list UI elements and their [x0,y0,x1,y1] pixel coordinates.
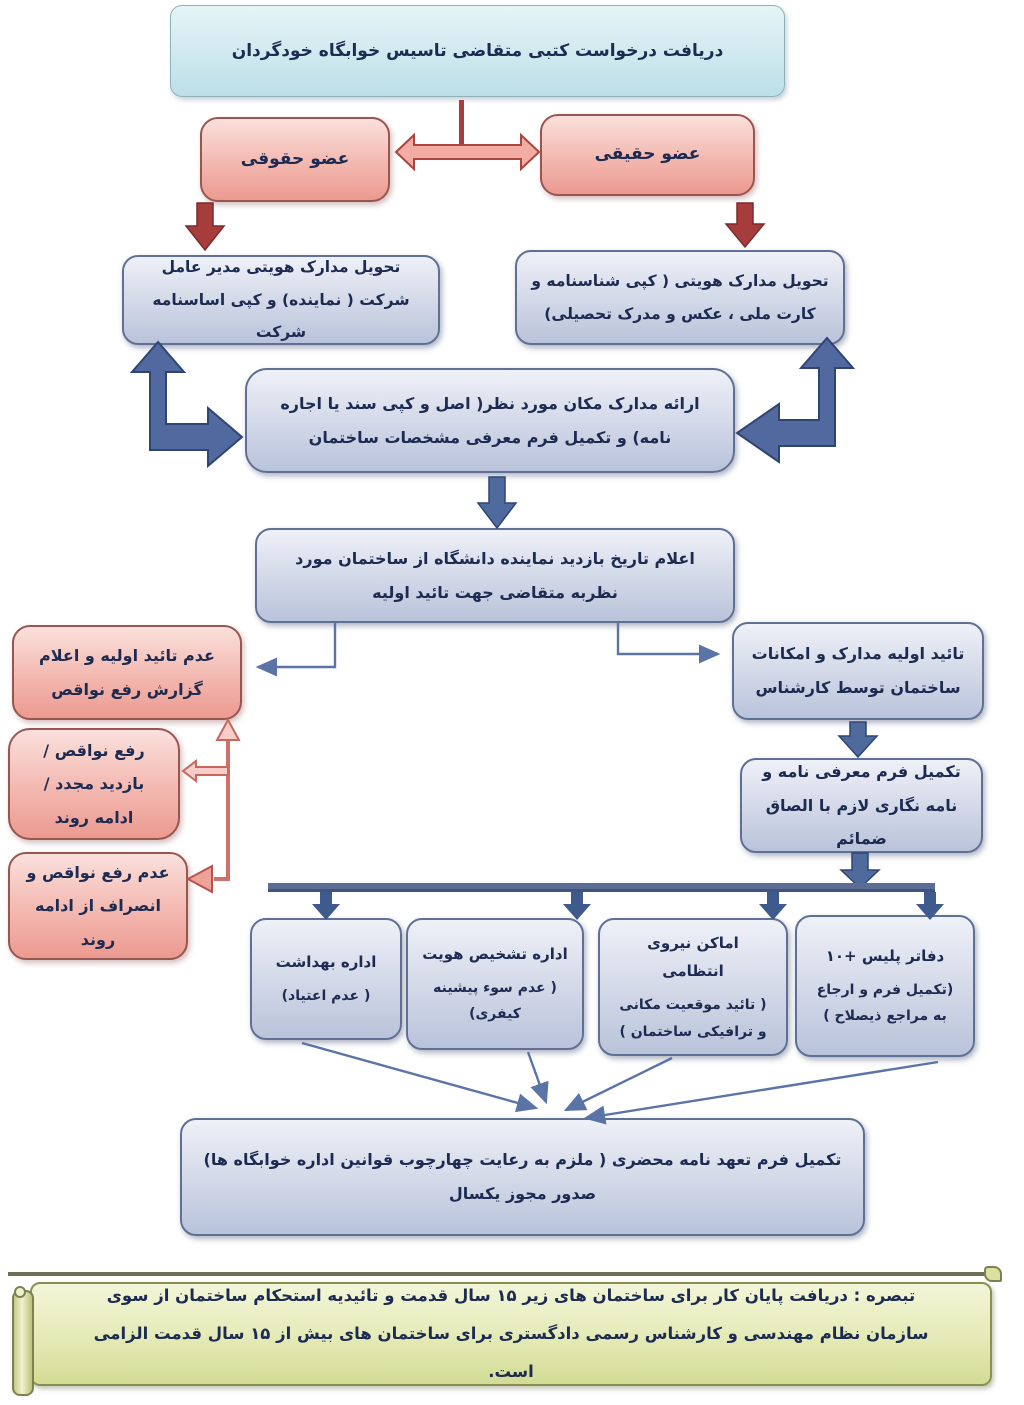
agency-health-sub: ( عدم اعتیاد) [281,987,371,1004]
scroll-left-roll [12,1290,34,1396]
connector-health-to-final [302,1043,536,1108]
node-docs-company: تحویل مدارک هویتی مدیر عامل شرکت ( نماینده) و کپی اساسنامه شرکت [122,255,440,345]
node-docs-individual: تحویل مدارک هویتی ( کپی شناسنامه و کارت ملی ، عکس و مدرک تحصیلی) [515,250,845,345]
node-visit-announcement: اعلام تاریخ بازدید نماینده دانشگاه از ساختمان مورد نظربه متقاضی جهت تائید اولیه [255,528,735,623]
agency-health-title: اداره بهداشت [275,953,377,972]
connector-places-to-final [566,1058,672,1110]
connector-visit-to-approval [618,622,718,654]
arrow-down-visit-icon [478,477,516,528]
node-final-commitment: تکمیل فرم تعهد نامه محضری ( ملزم به رعایت چهارچوب قوانین اداره خوابگاه ها) صدور مجوز یکسال [180,1118,865,1236]
arrow-left-withdraw-icon [188,866,212,892]
node-start: دریافت درخواست کتبی متقاضی تاسیس خوابگاه خودگردان [170,5,785,97]
arrow-down-legal-icon [186,203,224,250]
bent-arrow-left-icon [132,342,242,466]
arrow-down-health-icon [312,892,340,920]
scroll-roll-curl-icon [14,1286,26,1298]
connector-rejection-loop [214,738,228,879]
arrow-left-fix-icon [183,761,228,781]
agency-identity-sub: ( عدم سوء پیشینه کیفری) [433,979,557,1023]
connector-visit-to-rejection [258,622,335,667]
node-agency-health [250,918,402,1040]
arrow-down-identity-icon [563,892,591,920]
arrow-down-letters-icon [839,722,877,757]
agency-identity-title: اداره تشخیص هویت [422,945,568,964]
connector-start-down [459,100,464,146]
note-banner: تبصره : دریافت پایان کار برای ساختمان های زیر ۱۵ سال قدمت و تائیدیه استحکام ساختمان از سوی سازمان نظام مهندسی و کارشناس رسمی دادگستری برای ساختمان های بیش از ۱۵ سال قدمت الزامی است. [30,1282,992,1386]
arrow-down-real-icon [726,203,764,247]
connector-identity-to-final [528,1052,546,1102]
node-agency-places [598,918,788,1056]
node-initial-rejection: عدم تائید اولیه و اعلام گزارش رفع نواقص [12,625,242,720]
distribution-bar-shadow [268,889,935,892]
double-arrow-members [396,135,539,169]
scroll-corner-curl-icon [984,1266,1002,1282]
node-member-legal: عضو حقوقی [200,117,390,202]
node-initial-approval: تائید اولیه مدارک و امکانات ساختمان توسط کارشناس [732,622,984,720]
scroll-top-edge [8,1272,996,1276]
node-member-real: عضو حقیقی [540,114,755,196]
distribution-bar [268,883,935,891]
node-letters-form: تکمیل فرم معرفی نامه و نامه نگاری لازم با الصاق ضمائم [740,758,983,853]
agency-places-title: اماکن نیروی انتظامی [647,933,739,981]
arrow-up-rejection-icon [217,720,239,740]
bent-arrow-right-icon [737,338,853,462]
node-no-fix-withdraw: عدم رفع نواقص و انصراف از ادامه روند [8,852,188,960]
node-agency-identity [406,918,584,1050]
agency-police10-title: دفاتر پلیس +۱۰ [825,947,945,966]
node-agency-police10 [795,915,975,1057]
agency-police10-sub: (تکمیل فرم و ارجاع به مراجع ذیصلاح ) [816,981,954,1025]
node-location-docs: ارائه مدارک مکان مورد نظر( اصل و کپی سند یا اجاره نامه) و تکمیل فرم معرفی مشخصات ساختمان [245,368,735,473]
arrow-down-bar-icon [841,853,879,888]
connector-police10-to-final [586,1062,938,1118]
arrow-down-places-icon [759,892,787,920]
agency-places-sub: ( تائید موقعیت مکانی و ترافیکی ساختمان ) [619,996,767,1040]
node-fix-defects: رفع نواقص / بازدید مجدد / ادامه روند [8,728,180,840]
